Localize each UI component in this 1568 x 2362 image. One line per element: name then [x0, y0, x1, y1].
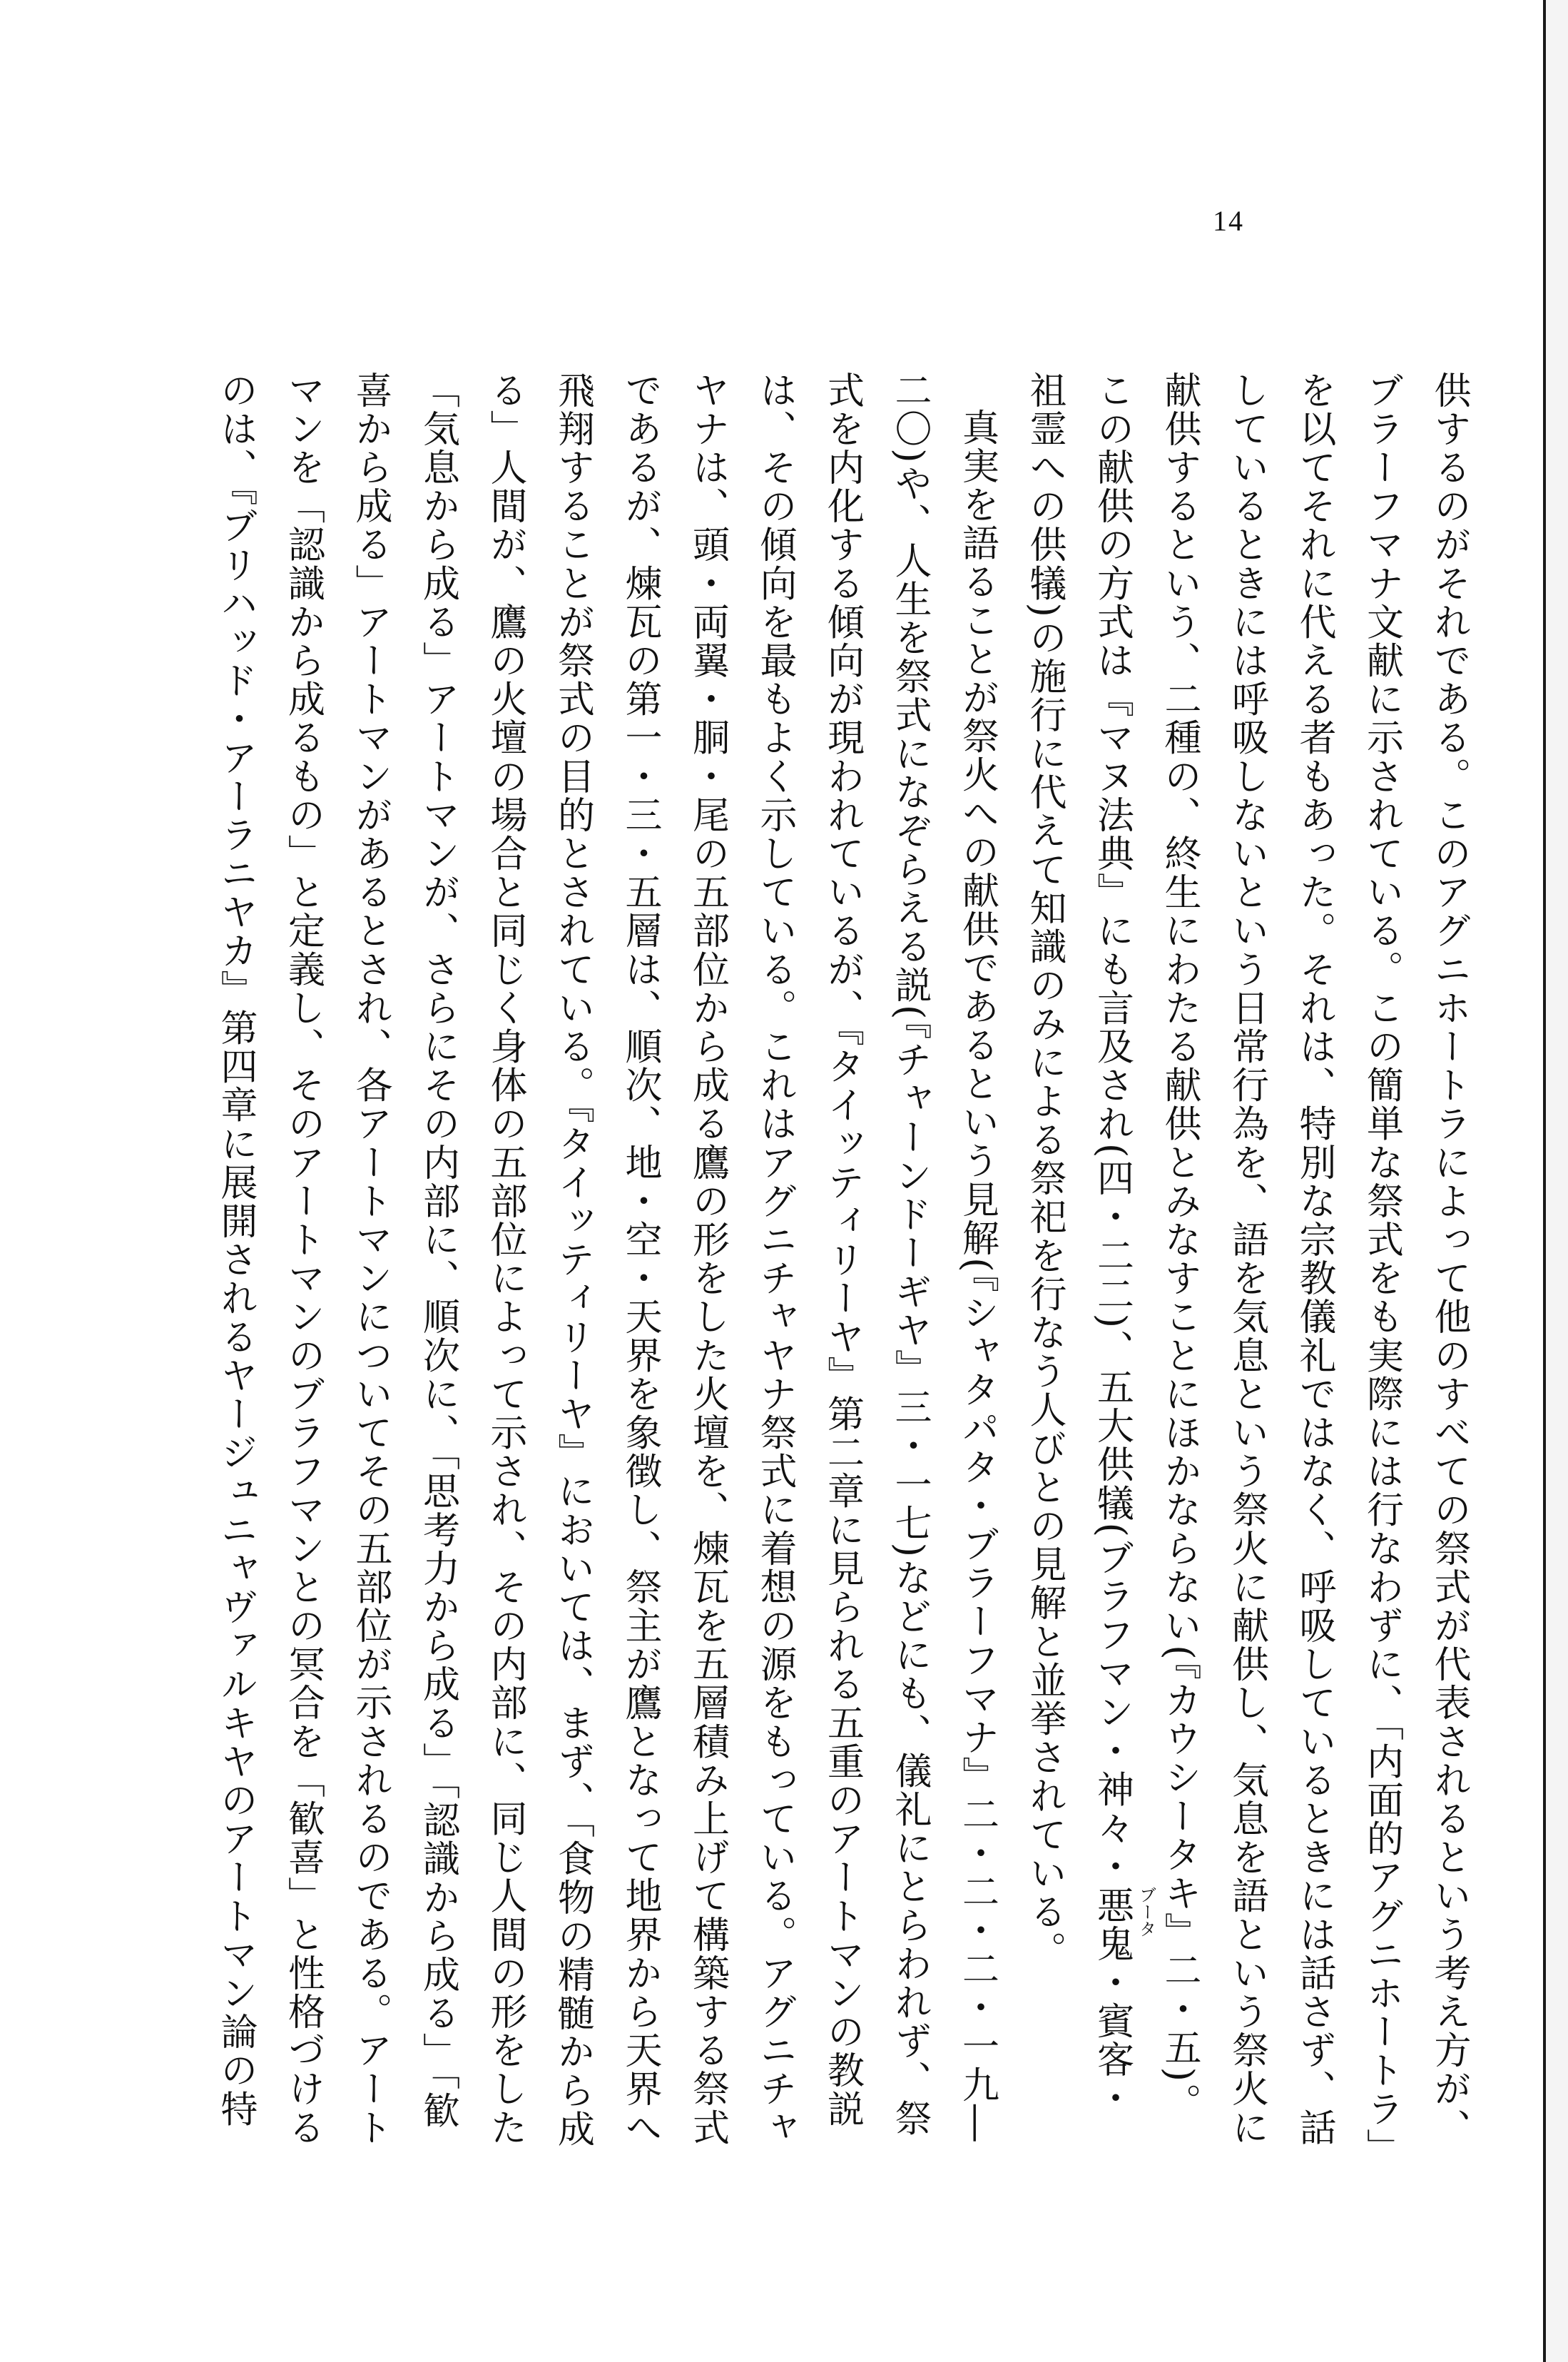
- text-line: この献供の方式は『マヌ法典』にも言及され(四・二二)、五大供犠(ブラフマン・神々・悪鬼 ブータ ・賓客・: [1090, 371, 1156, 2118]
- text-line: 祖霊への供犠)の施行に代えて知識のみによる祭祀を行なう人びとの見解と並挙されている。: [1023, 371, 1066, 1970]
- text-line: は、その傾向を最もよく示している。これはアグニチャヤナ祭式に着想の源をもっている。アグニチャ: [753, 371, 796, 2147]
- text-line: ブラーフマナ文献に示されている。この簡単な祭式をも実際には行なわずに、「内面的アグニホートラ」: [1360, 371, 1403, 2167]
- text-line: 供するのがそれである。このアグニホートラによって他のすべての祭式が代表されるという考え方が、: [1427, 371, 1470, 2147]
- text-line: マンを「認識から成るもの」と定義し、そのアートマンのブラフマンとの冥合を「歓喜」と性格づける: [281, 371, 325, 2147]
- text-line: 喜から成る」アートマンがあるとされ、各アートマンについてその五部位が示されるのである。アート: [349, 371, 392, 2147]
- text-line: を以てそれに代える者もあった。それは、特別な宗教儀礼ではなく、呼吸しているときには話さず、話: [1293, 371, 1335, 2147]
- text-line: ヤナは、頭・両翼・胴・尾の五部位から成る鷹の形をした火壇を、煉瓦を五層積み上げて構築する祭式: [686, 371, 729, 2147]
- text-line: 二〇)や、人生を祭式になぞらえる説(『チャーンドーギヤ』三・一七)などにも、儀礼にとらわれず、祭: [888, 371, 931, 2138]
- text-line: 式を内化する傾向が現われているが、『タイッティリーヤ』第二章に見られる五重のアートマンの教説: [820, 371, 864, 2129]
- text-line: 飛翔することが祭式の目的とされている。『タイッティリーヤ』においては、まず、「食物の精髄から成: [551, 371, 594, 2149]
- page-edge-shadow: [1546, 0, 1568, 2362]
- text-line: のは、『ブリハッド・アーラニヤカ』第四章に展開されるヤージュニャヴァルキヤのアートマン論の特: [214, 371, 257, 2129]
- text-line: 「気息から成る」アートマンが、さらにその内部に、順次に、「思考力から成る」「認識から成る」「歓: [416, 371, 459, 2130]
- text-line: であるが、煉瓦の第一・三・五層は、順次、地・空・天界を象徴し、祭主が鷹となって地界から天界へ: [618, 371, 661, 2147]
- page-number: 14: [1213, 205, 1244, 237]
- text-line: る」人間が、鷹の火壇の場合と同じく身体の五部位によって示され、その内部に、同じ人間の形をした: [484, 371, 526, 2147]
- text-line-with-ruby: [1078, 371, 1156, 2184]
- page-edge-line: [1543, 0, 1546, 2362]
- text-line: 真実を語ることが祭火への献供であるという見解(『シャタパタ・ブラーフマナ』二・二・二・一九―: [955, 408, 999, 2143]
- ruby-base: 悪鬼 ブータ: [1090, 1885, 1156, 1964]
- text-line: 献供するという、二種の、終生にわたる献供とみなすことにほかならない(『カウシータキ』二・五)。: [1158, 371, 1201, 2122]
- text-line: しているときには呼吸しないという日常行為を、語を気息という祭火に献供し、気息を語という祭火に: [1225, 371, 1268, 2147]
- furigana: ブータ: [1136, 1885, 1156, 1937]
- body-text: [202, 371, 1483, 2184]
